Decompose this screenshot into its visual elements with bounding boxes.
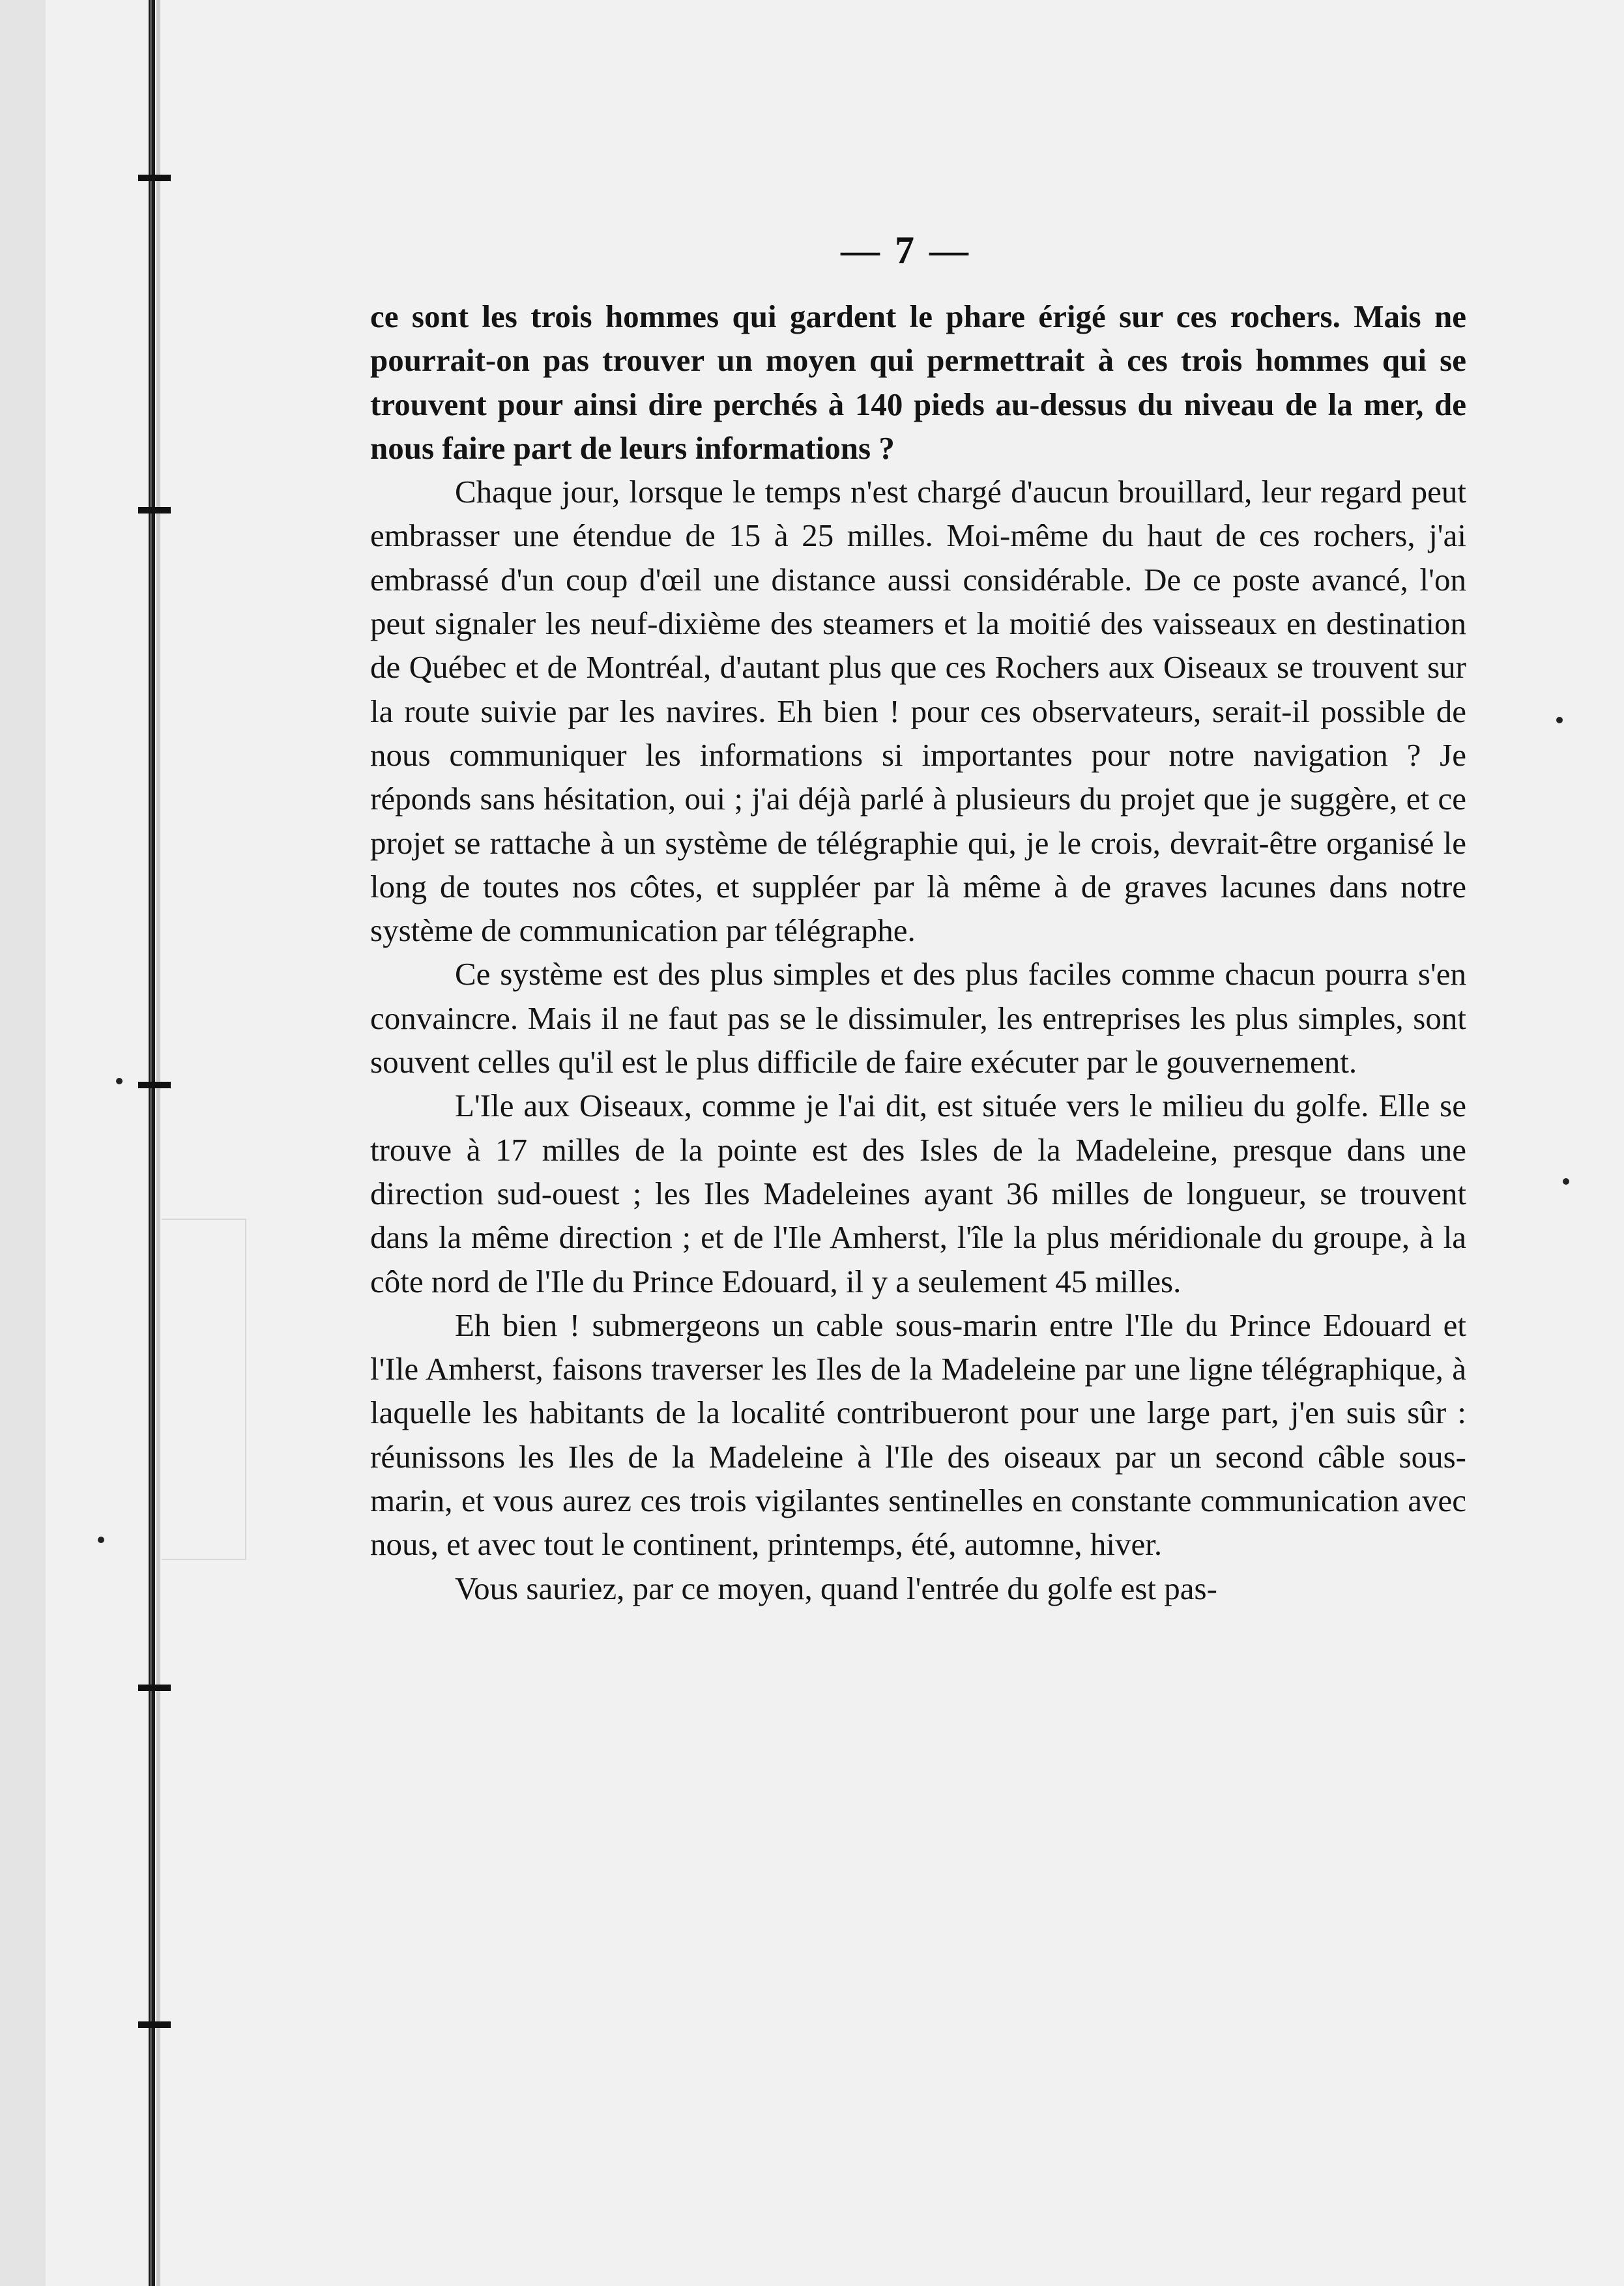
paragraph-3: Ce système est des plus simples et des plus faciles comme chacun pourra s'en convaincre. Mais il ne faut pas se le dissimuler, les entreprises les plus simples, sont souvent celles qu'il est le plus difficile de faire exécuter par le gouvernement.	[370, 956, 1466, 1080]
binding-stitch	[138, 507, 171, 514]
binding-thread	[149, 0, 155, 2286]
ink-speck	[116, 1078, 123, 1084]
binding-stitch	[138, 1082, 171, 1088]
ink-speck	[98, 1537, 104, 1543]
paragraph-2: Chaque jour, lorsque le temps n'est chargé d'aucun brouillard, leur regard peut embrasser une étendue de 15 à 25 milles. Moi-même du haut de ces rochers, j'ai embrassé d'un coup d'œil une distance aussi considérable. De ce poste avancé, l'on peut signaler les neuf-dixième des steamers et la moitié des vaisseaux en destination de Québec et de Montréal, d'autant plus que ces Rochers aux Oiseaux se trouvent sur la route suivie par les navires. Eh bien ! pour ces observateurs, serait-il possible de nous communiquer les informations si importantes pour notre navigation ? Je réponds sans hésitation, oui ; j'ai déjà parlé à plusieurs du projet que je suggère, et ce projet se rattache à un système de télégraphie qui, je le crois, devrait-être organisé le long de toutes nos côtes, et suppléer par là même à de graves lacunes dans notre système de communication par télégraphe.	[370, 474, 1466, 949]
binding-stitch	[138, 175, 171, 181]
body-text	[370, 295, 1466, 1610]
ink-speck	[1563, 1178, 1569, 1185]
paragraph-6: Vous sauriez, par ce moyen, quand l'entrée du golfe est pas-	[455, 1570, 1217, 1606]
paragraph-5: Eh bien ! submergeons un cable sous-marin entre l'Ile du Prince Edouard et l'Ile Amherst, faisons traverser les Iles de la Madeleine par une ligne télégraphique, à laquelle les habitants de la localité contribueront pour une large part, j'en suis sûr : réunissons les Iles de la Madeleine à l'Ile des oiseaux par un second câble sous-marin, et vous aurez ces trois vigilantes sentinelles en constante communication avec nous, et avec tout le continent, printemps, été, automne, hiver.	[370, 1307, 1466, 1563]
page-number: — 7 —	[841, 229, 971, 272]
paragraph-4: L'Ile aux Oiseaux, comme je l'ai dit, est située vers le milieu du golfe. Elle se trouve à 17 milles de la pointe est des Isles de la Madeleine, presque dans une direction sud-ouest ; les Iles Madeleines ayant 36 milles de longueur, se trouvent dans la même direction ; et de l'Ile Amherst, l'île la plus méridionale du groupe, à la côte nord de l'Ile du Prince Edouard, il y a seulement 45 milles.	[370, 1088, 1466, 1299]
ink-speck	[1556, 717, 1563, 723]
bleed-through-box	[162, 1219, 246, 1560]
paragraph-1: ce sont les trois hommes qui gardent le phare érigé sur ces rochers. Mais ne pourrait-on pas trouver un moyen qui permettrait à ces trois hommes qui se trouvent pour ainsi dire perchés à 140 pieds au-dessus du niveau de la mer, de nous faire part de leurs informations ?	[370, 298, 1466, 466]
binding-stitch	[138, 2021, 171, 2028]
binding-stitch	[138, 1685, 171, 1691]
page-edge	[156, 0, 160, 2286]
scan-margin	[0, 0, 46, 2286]
